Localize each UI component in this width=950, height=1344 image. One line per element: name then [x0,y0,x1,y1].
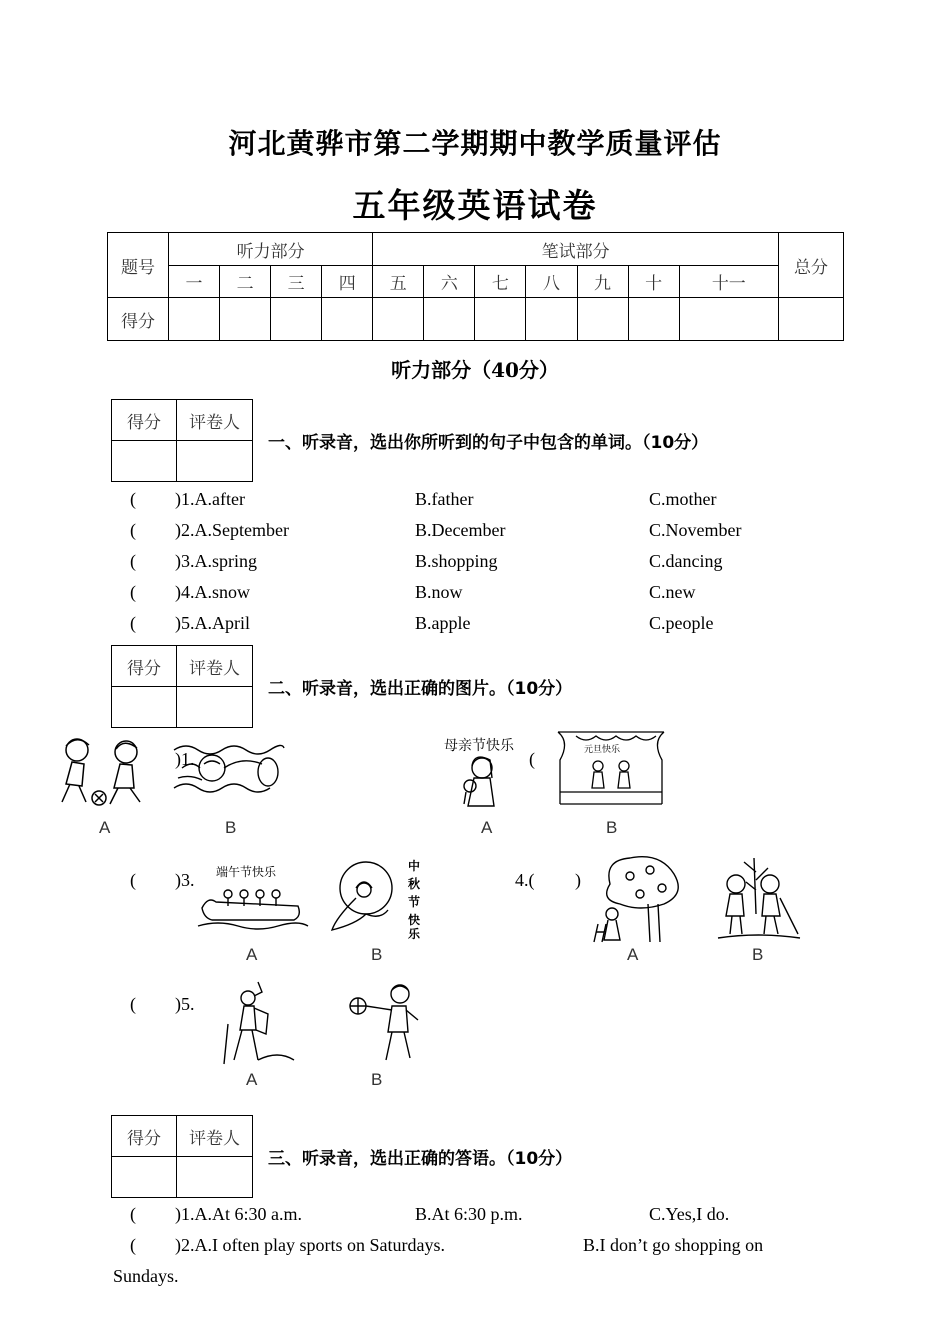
score-cell[interactable] [169,298,220,341]
question-option-a: )1.A.At 6:30 a.m. [175,1204,302,1224]
score-cell[interactable] [679,298,778,341]
question-option-c: C.November [649,520,742,540]
question-option-a: )4.A.snow [175,582,250,602]
image-caption-char: 节 [408,895,421,909]
stage-performance-image [556,730,666,810]
column-header: 五 [373,266,424,298]
listening-header: 听力部分 [169,233,373,266]
column-header: 二 [220,266,271,298]
question-number: )3. [175,870,195,890]
answer-paren[interactable]: ( [130,582,136,602]
answer-paren[interactable]: ( [529,749,535,769]
section2-heading: 二、听录音，选出正确的图片。（10分） [268,679,573,699]
option-label-a: A [627,945,639,964]
writing-header: 笔试部分 [373,233,779,266]
mothers-day-image [442,730,537,810]
option-label-b: B [606,818,618,837]
score-cell[interactable] [577,298,628,341]
question-number-header: 题号 [108,233,169,298]
question-option-a: )5.A.April [175,613,250,633]
question-option-b: B.shopping [415,551,498,571]
answer-paren[interactable]: ( [130,1235,136,1255]
question-number: )1. [175,749,195,769]
answer-paren[interactable]: ( [130,520,136,540]
column-header: 三 [271,266,322,298]
image-caption-char: 快 [408,913,421,927]
option-label-a: A [481,818,493,837]
question-option-a: )2.A.September [175,520,289,540]
answer-paren[interactable]: ( [130,994,136,1014]
image-caption-char: 秋 [408,877,421,891]
grader-score-cell[interactable] [112,687,177,728]
question-option-c: C.new [649,582,696,602]
question-option-b: B.I don’t go shopping on [583,1235,764,1255]
question-option-a: )1.A.after [175,489,245,509]
question-number: )5. [175,994,195,1014]
answer-paren[interactable]: ( [130,551,136,571]
question-option-b: B.apple [415,613,471,633]
planting-trees-image [714,854,804,944]
grader-score-label: 得分 [112,646,177,687]
column-header: 八 [526,266,577,298]
grader-box [111,399,253,482]
score-cell[interactable] [424,298,475,341]
answer-paren[interactable]: ( [130,489,136,509]
grader-box [111,1115,253,1198]
question-option-a: )3.A.spring [175,551,257,571]
grader-name-label: 评卷人 [177,1116,253,1157]
column-header: 七 [475,266,526,298]
kids-playing-soccer-image [52,732,160,810]
score-cell[interactable] [475,298,526,341]
image-caption: 元旦快乐 [584,745,621,755]
option-label-a: A [246,1070,258,1089]
grader-name-cell[interactable] [177,687,253,728]
question-option-c: C.dancing [649,551,723,571]
grader-score-label: 得分 [112,400,177,441]
column-header: 六 [424,266,475,298]
picking-apples-image [590,854,686,944]
exam-subtitle: 五年级英语试卷 [352,186,598,225]
option-label-b: B [371,1070,383,1089]
total-score-cell[interactable] [779,298,844,341]
exam-title: 河北黄骅市第二学期期中教学质量评估 [228,127,722,160]
score-cell[interactable] [220,298,271,341]
option-label-b: B [752,945,764,964]
answer-paren[interactable]: ( [130,1204,136,1224]
score-cell[interactable] [373,298,424,341]
option-label-a: A [99,818,111,837]
answer-paren[interactable]: ( [130,870,136,890]
question-option-b: B.At 6:30 p.m. [415,1204,523,1224]
boy-swimming-image [172,738,284,802]
question-option-b: B.now [415,582,463,602]
dragon-boat-festival-image [198,862,308,932]
grader-name-label: 评卷人 [177,646,253,687]
grader-score-cell[interactable] [112,1157,177,1198]
grader-score-label: 得分 [112,1116,177,1157]
question-option-c: C.Yes,I do. [649,1204,730,1224]
question-option-a: )2.A.I often play sports on Saturdays. [175,1235,445,1255]
image-caption: 端午节快乐 [216,865,277,879]
answer-paren[interactable]: ( [130,613,136,633]
image-caption-char: 中 [408,859,421,873]
mid-autumn-festival-image [326,858,426,941]
basketball-image [348,980,428,1066]
score-cell[interactable] [271,298,322,341]
answer-paren-close[interactable]: ) [575,870,581,890]
column-header: 十一 [679,266,778,298]
grader-name-cell[interactable] [177,441,253,482]
question-option-b: B.December [415,520,506,540]
grader-name-label: 评卷人 [177,400,253,441]
question-option-b-continued: Sundays. [113,1266,179,1286]
section1-heading: 一、听录音，选出你所听到的句子中包含的单词。（10分） [268,433,709,453]
total-header: 总分 [779,233,844,298]
score-cell[interactable] [322,298,373,341]
section3-heading: 三、听录音，选出正确的答语。（10分） [268,1149,573,1169]
grader-box [111,645,253,728]
column-header: 十 [628,266,679,298]
question-number: 4.( [515,870,535,890]
option-label-a: A [246,945,258,964]
option-label-b: B [371,945,383,964]
score-cell[interactable] [526,298,577,341]
column-header: 一 [169,266,220,298]
option-label-b: B [225,818,237,837]
question-option-b: B.father [415,489,474,509]
listening-section-title: 听力部分（40分） [391,358,559,382]
score-cell[interactable] [628,298,679,341]
grader-name-cell[interactable] [177,1157,253,1198]
question-option-c: C.mother [649,489,717,509]
question-option-c: C.people [649,613,714,633]
hiking-image [218,980,298,1066]
score-table [107,232,844,341]
score-row-label: 得分 [108,298,169,341]
grader-score-cell[interactable] [112,441,177,482]
column-header: 九 [577,266,628,298]
image-caption-char: 乐 [408,927,421,941]
image-caption: 母亲节快乐 [444,738,514,754]
column-header: 四 [322,266,373,298]
